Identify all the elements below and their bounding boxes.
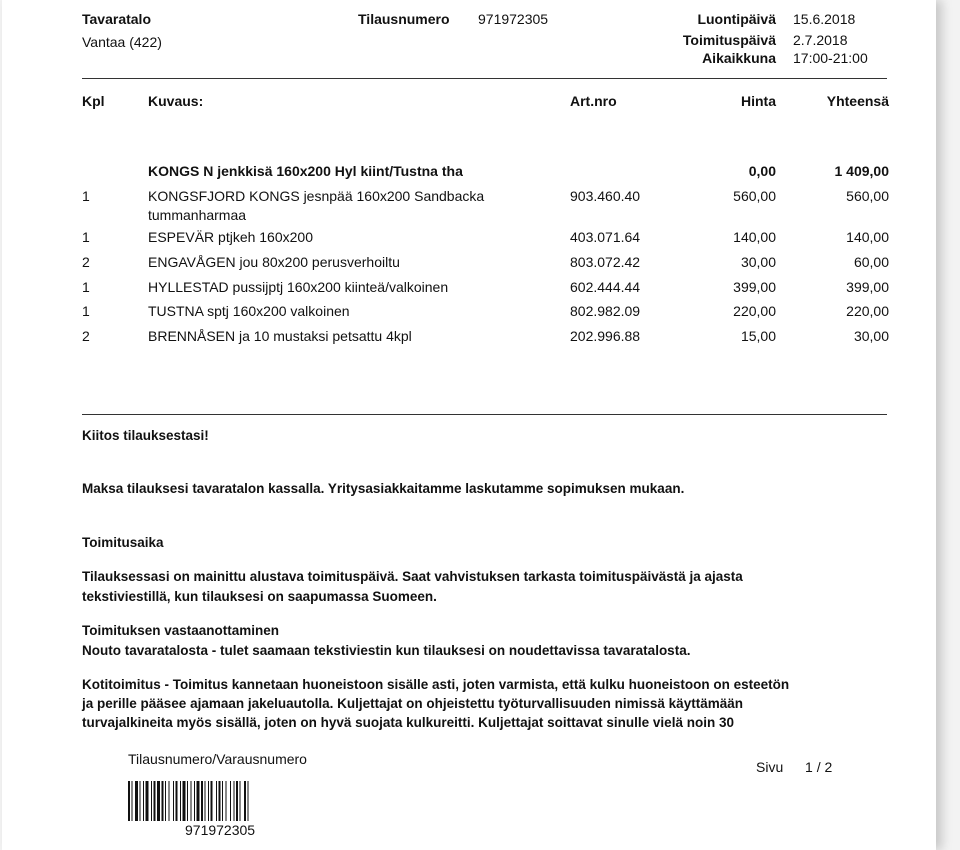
row-total: 60,00 (853, 254, 889, 270)
row-artno: 803.072.42 (570, 254, 641, 270)
barcode-bar (173, 781, 174, 821)
delivery-time-heading (82, 533, 872, 553)
home-delivery-line: Kotitoimitus - Toimitus kannetaan huoneistoon sisälle asti, joten varmista, että kulku huoneistoon on esteetön (82, 677, 790, 692)
order-number: 971972305 (478, 11, 549, 27)
row-price: 560,00 (733, 188, 776, 204)
thanks-text (82, 426, 872, 446)
row-desc: KONGSFJORD KONGS jesnpää 160x200 Sandbacka (148, 188, 485, 204)
group-desc: KONGS N jenkkisä 160x200 Hyl kiint/Tustna tha (148, 163, 463, 179)
header-divider (82, 78, 887, 79)
page-label: Sivu (756, 759, 784, 775)
row-price: 220,00 (733, 303, 776, 319)
home-delivery-text (82, 675, 872, 732)
barcode-bar (226, 781, 227, 821)
barcode-bar (157, 781, 160, 821)
delivery-time-heading-text: Toimitusaika (82, 535, 164, 550)
row-artno: 602.444.44 (570, 279, 641, 295)
row-total: 140,00 (846, 229, 889, 245)
barcode-bar (194, 781, 195, 821)
barcode-bar (240, 781, 241, 821)
barcode-bar (216, 781, 217, 821)
order-document (2, 0, 936, 850)
created-date: 15.6.2018 (793, 11, 856, 27)
row-artno: 802.982.09 (570, 303, 641, 319)
receiving-section (82, 621, 872, 661)
barcode-bar (180, 781, 181, 821)
barcode-bar (219, 781, 221, 821)
barcode-bar (244, 781, 246, 821)
col-price-header: Hinta (741, 93, 776, 109)
barcode-bar (187, 781, 188, 821)
payment-text (82, 479, 872, 499)
barcode-bar (201, 781, 203, 821)
col-desc-header: Kuvaus: (148, 93, 204, 109)
barcode-bar (132, 781, 133, 821)
table-header-row (2, 93, 936, 113)
row-desc: HYLLESTAD pussijptj 160x200 kiinteä/valkoinen (148, 279, 449, 295)
barcode-bar (222, 781, 223, 821)
row-desc: ENGAVÅGEN jou 80x200 perusverhoiltu (148, 254, 400, 270)
row-price: 15,00 (740, 328, 776, 344)
row-price: 140,00 (733, 229, 776, 245)
table-row (2, 328, 936, 348)
row-total: 30,00 (853, 328, 889, 344)
row-qty: 2 (82, 254, 90, 270)
row-artno: 202.996.88 (570, 328, 641, 344)
group-price: 0,00 (748, 163, 776, 179)
page-value: 1 / 2 (805, 759, 833, 775)
barcode-bar (146, 781, 149, 821)
col-total-header: Yhteensä (826, 93, 889, 109)
row-desc: BRENNÅSEN ja 10 mustaksi petsattu 4kpl (148, 328, 412, 344)
group-row (2, 163, 936, 183)
window-value: 17:00-21:00 (793, 50, 868, 66)
row-qty: 1 (82, 303, 90, 319)
barcode-bar (197, 781, 200, 821)
barcode-bar (162, 781, 164, 821)
delivery-label: Toimituspäivä (682, 32, 776, 48)
table-row (2, 279, 936, 299)
row-price: 30,00 (740, 254, 776, 270)
table-row (2, 303, 936, 323)
order-number-label: Tilausnumero (358, 11, 450, 27)
row-qty: 1 (82, 188, 90, 204)
table-divider (82, 414, 887, 415)
barcode-bar (230, 781, 231, 821)
row-qty: 1 (82, 279, 90, 295)
row-total: 560,00 (846, 188, 889, 204)
row-qty: 1 (82, 229, 90, 245)
delivery-time-line: tekstiviestillä, kun tilauksesi on saapumassa Suomeen. (82, 589, 437, 604)
barcode-bar (183, 781, 186, 821)
row-desc: TUSTNA sptj 160x200 valkoinen (148, 303, 350, 319)
barcode-bar (143, 781, 144, 821)
barcode (128, 781, 322, 821)
barcode-bar (169, 781, 170, 821)
row-price: 399,00 (733, 279, 776, 295)
barcode-bar (234, 781, 235, 821)
barcode-bar (154, 781, 156, 821)
col-artno-header: Art.nro (570, 93, 617, 109)
store-name: Tavaratalo (82, 11, 151, 27)
row-total: 220,00 (846, 303, 889, 319)
barcode-bar (208, 781, 209, 821)
barcode-bar (135, 781, 138, 821)
window-label: Aikaikkuna (702, 50, 776, 66)
barcode-bar (236, 781, 238, 821)
page-indicator (756, 759, 832, 775)
delivery-date: 2.7.2018 (793, 32, 848, 48)
barcode-label: Tilausnumero/Varausnumero (128, 751, 307, 767)
payment-line: Maksa tilauksesi tavaratalon kassalla. Yritysasiakkaitamme laskutamme sopimuksen mukaan. (82, 481, 685, 496)
barcode-bar (205, 781, 206, 821)
barcode-number: 971972305 (185, 822, 256, 838)
barcode-bar (140, 781, 141, 821)
barcode-bar (248, 781, 249, 821)
store-location: Vantaa (422) (82, 34, 162, 50)
table-row (2, 188, 936, 223)
home-delivery-line: turvajalkineita myös sisällä, joten on hyvä suojata kulkureitti. Kuljettajat soittavat sinulle vielä noin 30 (82, 715, 734, 730)
delivery-time-text (82, 567, 872, 607)
barcode-bar (211, 781, 213, 821)
barcode-bar (128, 781, 130, 821)
thanks-line: Kiitos tilauksestasi! (82, 428, 209, 443)
created-label: Luontipäivä (697, 11, 776, 27)
barcode-bar (165, 781, 166, 821)
barcode-bar (176, 781, 178, 821)
row-desc: ESPEVÄR ptjkeh 160x200 (148, 229, 313, 245)
home-delivery-line: ja perille pääsee ajamaan jakeluautolla. Kuljettajat on ohjeistettu työturvallisuuden nimissä käyttämään (82, 696, 743, 711)
table-row (2, 254, 936, 274)
barcode-bar (151, 781, 152, 821)
row-artno: 403.071.64 (570, 229, 641, 245)
col-qty-header: Kpl (82, 93, 105, 109)
row-total: 399,00 (846, 279, 889, 295)
table-row (2, 229, 936, 249)
group-total: 1 409,00 (834, 163, 889, 179)
receiving-line: Nouto tavaratalosta - tulet saamaan tekstiviestin kun tilauksesi on noudettavissa tavaratalosta. (82, 643, 691, 658)
row-desc-continued: tummanharmaa (148, 207, 247, 223)
delivery-time-line: Tilauksessasi on mainittu alustava toimituspäivä. Saat vahvistuksen tarkasta toimituspäivästä ja ajasta (82, 569, 743, 584)
barcode-bar (191, 781, 192, 821)
receiving-heading: Toimituksen vastaanottaminen (82, 623, 280, 638)
row-artno: 903.460.40 (570, 188, 641, 204)
row-qty: 2 (82, 328, 90, 344)
